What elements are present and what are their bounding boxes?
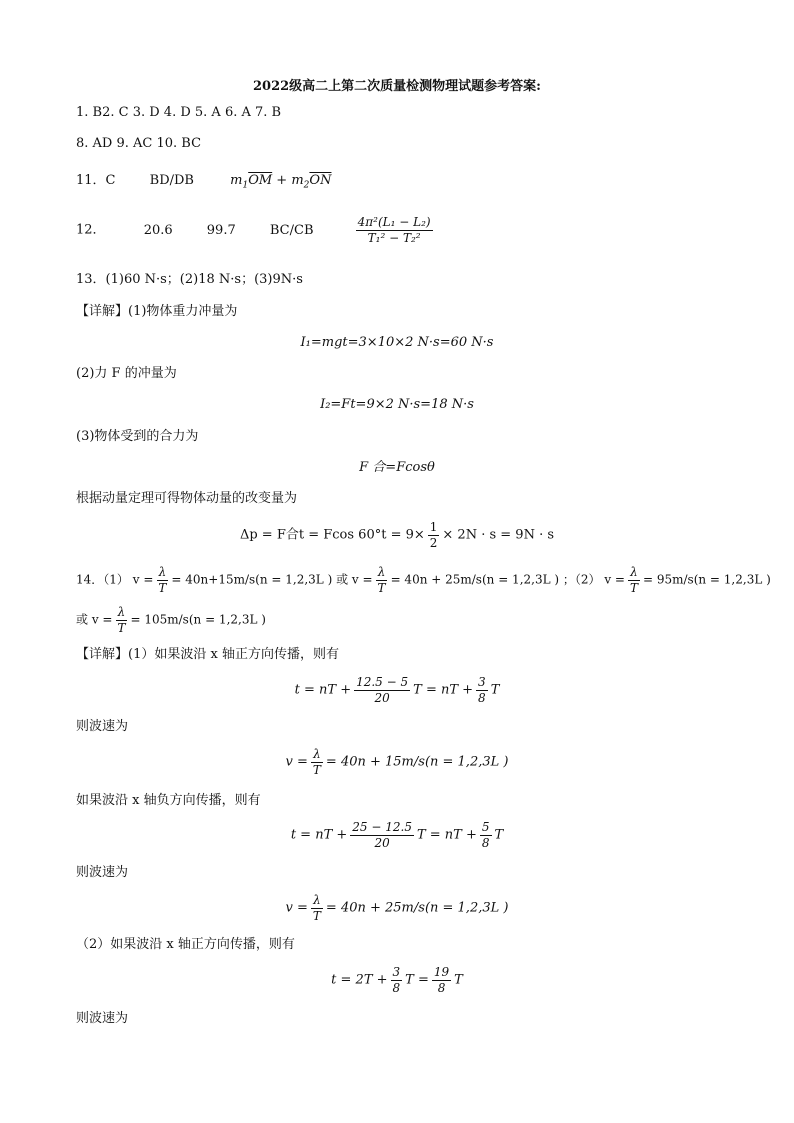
- answer-12-a: 20.6: [143, 222, 173, 238]
- answer-11-num: 11．C: [76, 173, 116, 188]
- q14-eq2: t = nT + $\frac{25 - 12.5}{20}$ T = nT + $\frac{5}{8}$ T: [290, 820, 504, 850]
- q13-detail-intro: 【详解】(1)物体重力冲量为: [76, 304, 238, 319]
- answer-13: 13．(1)60 N·s；(2)18 N·s；(3)9N·s: [76, 272, 303, 287]
- q14-speed1: 则波速为: [76, 719, 129, 734]
- answer-11: [76, 174, 331, 191]
- answer-12-num: 12．: [76, 222, 106, 238]
- answer-12-c: BC/CB: [269, 222, 314, 238]
- q14-detail: 【详解】(1）如果波沿 x 轴正方向传播，则有: [76, 647, 339, 662]
- answer-12-fraction: $\frac{\text{4π²(L₁ − L₂)}}{\text{T₁² − T₂²}}$: [357, 215, 431, 245]
- answer-11-expr: $m_1\overline{OM} + m_2\overline{ON}$: [230, 173, 332, 191]
- q14-p2: （2）如果波沿 x 轴正方向传播，则有: [76, 937, 295, 952]
- q14-speed3: 则波速为: [76, 1011, 129, 1026]
- q13-p4: 根据动量定理可得物体动量的改变量为: [76, 491, 298, 506]
- page-title: 2022级高二上第二次质量检测物理试题参考答案:: [253, 79, 541, 94]
- q13-eq2: I₂=Ft=9×2 N·s=18 N·s: [320, 397, 474, 412]
- q14-neg: 如果波沿 x 轴负方向传播，则有: [76, 793, 261, 808]
- answer-14-line1: 14．（1） v = $\frac{\lambda}{T}$ = 40n+15m/s(n = 1,2,3L ) 或 v = $\frac{\lambda}{T}$ = 40n + 25m/s(n = 1,2,3L ) ；（2） v = $\frac{\lambda}{T}$ = 95m/s(n = 1,2,3L ): [76, 565, 771, 595]
- answers-row-2: 8. AD 9. AC 10. BC: [76, 136, 202, 151]
- answer-11-b: BD/DB: [149, 173, 194, 188]
- answer-14-line2: 或 v = $\frac{\lambda}{T}$ = 105m/s(n = 1,2,3L ): [76, 605, 266, 635]
- answer-12: [76, 216, 436, 244]
- q14-eq3: t = 2T + $\frac{3}{8}$ T = $\frac{19}{8}$ T: [331, 965, 463, 995]
- q14-v1: v = $\frac{\lambda}{T}$ = 40n + 15m/s(n = 1,2,3L ): [285, 747, 509, 777]
- q13-eq1: I₁=mgt=3×10×2 N·s=60 N·s: [300, 335, 494, 350]
- q14-v2: v = $\frac{\lambda}{T}$ = 40n + 25m/s(n = 1,2,3L ): [285, 893, 509, 923]
- answers-row-1: 1. B2. C 3. D 4. D 5. A 6. A 7. B: [76, 105, 282, 120]
- answer-12-b: 99.7: [206, 222, 236, 238]
- q14-speed2: 则波速为: [76, 865, 129, 880]
- q13-p2: (2)力 F 的冲量为: [76, 366, 177, 381]
- q14-eq1: t = nT + $\frac{12.5 - 5}{20}$ T = nT + $\frac{3}{8}$ T: [294, 675, 500, 705]
- q13-eq3: F 合=Fcosθ: [359, 460, 435, 475]
- q13-p3: (3)物体受到的合力为: [76, 429, 199, 444]
- q13-eq4: Δp = F合t = Fcos 60°t = 9× $\frac{1}{2}$ × 2N · s = 9N · s: [239, 520, 555, 550]
